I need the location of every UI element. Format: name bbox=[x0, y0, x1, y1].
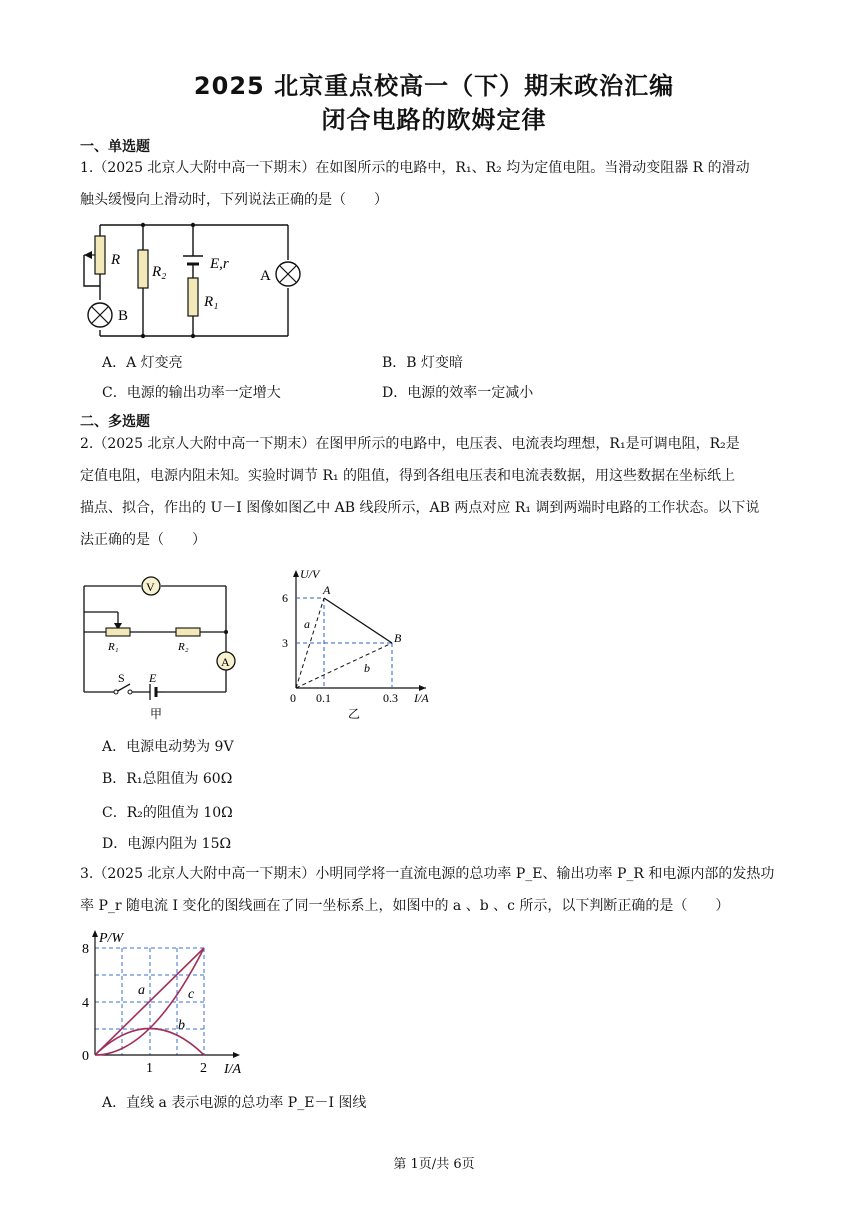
tick-y-8: 8 bbox=[82, 942, 89, 957]
page-title: 2025 北京重点校高一（下）期末政治汇编 bbox=[193, 72, 675, 100]
section-heading-single: 一、单选题 bbox=[80, 139, 150, 155]
rheostat-R bbox=[95, 236, 105, 274]
label-R1: R₁ bbox=[108, 641, 119, 653]
tick-y-3: 3 bbox=[282, 636, 288, 650]
question-2 bbox=[80, 428, 795, 556]
axis-label-I: I/A bbox=[414, 691, 429, 705]
question-3-line1: 3.（2025 北京人大附中高一下期末）小明同学将一直流电源的总功率 P_E、输出功率 P_R 和电源内部的发热功 bbox=[80, 866, 775, 882]
question-2-line2: 定值电阻，电源内阻未知。实验时调节 R₁ 的阻值，得到各组电压表和电流表数据，用这些数据在坐标纸上 bbox=[80, 468, 736, 484]
axis-label-U: U/V bbox=[300, 567, 320, 581]
tick-x-2: 2 bbox=[200, 1061, 207, 1076]
lamp-B-icon bbox=[88, 303, 112, 327]
tick-y-4: 4 bbox=[82, 996, 89, 1011]
point-A-label: A bbox=[323, 583, 331, 597]
q2-option-a: A．电源电动势为 9V bbox=[102, 739, 234, 755]
q2-option-b: B．R₁总阻值为 60Ω bbox=[102, 771, 233, 787]
label-c: c bbox=[188, 987, 195, 1002]
q2-circuit-figure bbox=[78, 572, 238, 722]
tick-y-6: 6 bbox=[282, 591, 288, 605]
label-S: S bbox=[118, 671, 125, 685]
page-subtitle: 闭合电路的欧姆定律 bbox=[321, 106, 547, 134]
label-R2: R₂ bbox=[178, 641, 189, 653]
q1-option-a: A．A 灯变亮 bbox=[102, 355, 183, 371]
tick-y-0: 0 bbox=[82, 1049, 89, 1064]
segment-AB bbox=[324, 598, 392, 643]
q1-option-b: B．B 灯变暗 bbox=[382, 355, 464, 371]
q3-option-a: A．直线 a 表示电源的总功率 P_E－I 图线 bbox=[102, 1095, 367, 1111]
q2-option-d: D．电源内阻为 15Ω bbox=[102, 836, 232, 852]
label-a: a bbox=[138, 983, 145, 998]
line-a-label: a bbox=[304, 617, 310, 631]
lamp-A-icon bbox=[276, 262, 300, 286]
q1-option-c: C．电源的输出功率一定增大 bbox=[102, 385, 281, 401]
label-R2: R₂ bbox=[152, 264, 167, 280]
axis-label-P: P/W bbox=[99, 931, 124, 946]
label-Er: E,r bbox=[210, 256, 229, 272]
caption-yi: 乙 bbox=[348, 707, 361, 721]
label-R1: R₁ bbox=[204, 294, 219, 310]
q1-option-d: D．电源的效率一定减小 bbox=[382, 385, 534, 401]
svg-text:A: A bbox=[221, 655, 230, 669]
label-B: B bbox=[118, 308, 129, 324]
question-2-line3: 描点、拟合，作出的 U－I 图像如图乙中 AB 线段所示，AB 两点对应 R₁ 调到两端时电路的工作状态。以下说 bbox=[80, 500, 760, 516]
question-1 bbox=[80, 152, 795, 216]
resistor-R1 bbox=[188, 278, 198, 316]
question-3 bbox=[80, 858, 795, 922]
label-E: E bbox=[149, 671, 157, 685]
resistor-R2 bbox=[176, 628, 200, 636]
q3-power-graph bbox=[78, 926, 253, 1081]
section-heading-multi: 二、多选题 bbox=[80, 414, 150, 430]
resistor-R1 bbox=[106, 628, 130, 636]
question-2-line4: 法正确的是（ ） bbox=[80, 532, 206, 548]
question-1-line2: 触头缓慢向上滑动时，下列说法正确的是（ ） bbox=[80, 192, 388, 208]
q2-option-c: C．R₂的阻值为 10Ω bbox=[102, 805, 233, 821]
question-1-line1: 1.（2025 北京人大附中高一下期末）在如图所示的电路中，R₁、R₂ 均为定值电阻。当滑动变阻器 R 的滑动 bbox=[80, 160, 750, 176]
tick-x-1: 1 bbox=[146, 1061, 153, 1076]
line-b-label: b bbox=[364, 661, 370, 675]
caption-jia: 甲 bbox=[150, 707, 163, 721]
label-A: A bbox=[260, 268, 271, 284]
resistor-R2 bbox=[138, 250, 148, 288]
question-2-line1: 2.（2025 北京人大附中高一下期末）在图甲所示的电路中，电压表、电流表均理想，R₁是可调电阻，R₂是 bbox=[80, 436, 740, 452]
label-R: R bbox=[111, 252, 121, 268]
tick-x-0.3: 0.3 bbox=[383, 691, 398, 705]
page-footer: 第 1页/共 6页 bbox=[393, 1157, 475, 1172]
point-B-label: B bbox=[394, 631, 402, 645]
question-3-line2: 率 P_r 随电流 I 变化的图线画在了同一坐标系上，如图中的 a 、b 、c 所示，以下判断正确的是（ ） bbox=[80, 898, 730, 914]
svg-text:V: V bbox=[146, 580, 155, 594]
axis-label-I: I/A bbox=[224, 1062, 242, 1077]
ammeter-icon bbox=[217, 652, 235, 670]
q1-circuit-figure bbox=[80, 220, 305, 340]
tick-origin: 0 bbox=[290, 691, 296, 705]
voltmeter-icon bbox=[142, 577, 160, 595]
q2-ui-graph bbox=[276, 562, 441, 722]
label-b: b bbox=[178, 1018, 185, 1033]
tick-x-0.1: 0.1 bbox=[316, 691, 331, 705]
